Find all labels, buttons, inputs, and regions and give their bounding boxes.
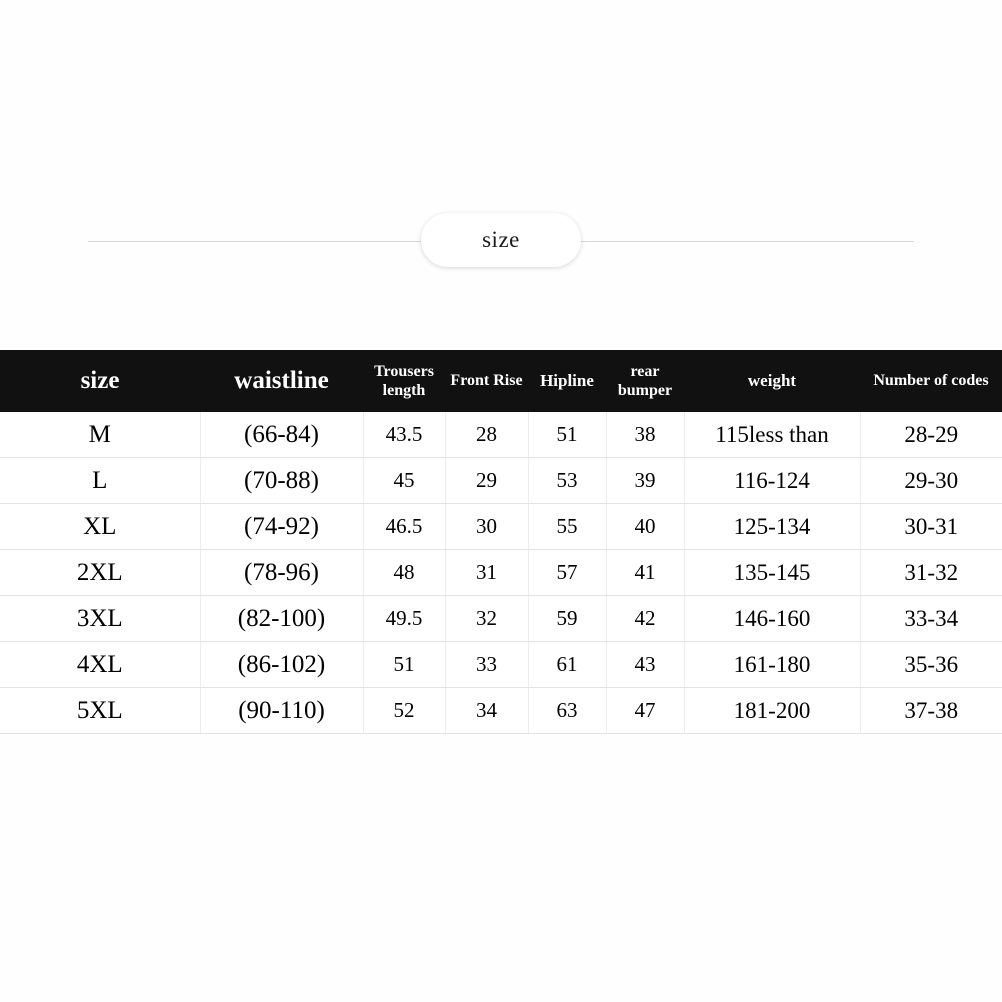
cell-waistline: (66-84) xyxy=(200,412,363,458)
cell-front-rise: 33 xyxy=(445,642,528,688)
cell-rear-bumper: 39 xyxy=(606,458,684,504)
cell-waistline: (74-92) xyxy=(200,504,363,550)
table-row xyxy=(0,458,1002,504)
cell-size: XL xyxy=(0,504,200,550)
banner-divider-left xyxy=(88,241,428,242)
cell-waistline: (70-88) xyxy=(200,458,363,504)
cell-weight: 116-124 xyxy=(684,458,860,504)
cell-size: 5XL xyxy=(0,688,200,734)
cell-front-rise: 32 xyxy=(445,596,528,642)
cell-trousers-length: 43.5 xyxy=(363,412,445,458)
cell-trousers-length: 49.5 xyxy=(363,596,445,642)
column-header-hipline: Hipline xyxy=(528,350,606,412)
cell-hipline: 53 xyxy=(528,458,606,504)
cell-rear-bumper: 42 xyxy=(606,596,684,642)
cell-front-rise: 34 xyxy=(445,688,528,734)
size-table xyxy=(0,350,1002,734)
column-header-size: size xyxy=(0,350,200,412)
table-row xyxy=(0,642,1002,688)
column-header-trousers-length: Trousers length xyxy=(363,350,445,412)
cell-number-of-codes: 35-36 xyxy=(860,642,1002,688)
cell-weight: 115less than xyxy=(684,412,860,458)
cell-size: 2XL xyxy=(0,550,200,596)
cell-waistline: (90-110) xyxy=(200,688,363,734)
cell-hipline: 63 xyxy=(528,688,606,734)
cell-hipline: 59 xyxy=(528,596,606,642)
cell-size: 3XL xyxy=(0,596,200,642)
cell-hipline: 55 xyxy=(528,504,606,550)
cell-rear-bumper: 40 xyxy=(606,504,684,550)
cell-trousers-length: 51 xyxy=(363,642,445,688)
cell-front-rise: 31 xyxy=(445,550,528,596)
cell-hipline: 57 xyxy=(528,550,606,596)
column-header-front-rise: Front Rise xyxy=(445,350,528,412)
table-row xyxy=(0,412,1002,458)
table-row xyxy=(0,596,1002,642)
cell-trousers-length: 45 xyxy=(363,458,445,504)
column-header-waistline: waistline xyxy=(200,350,363,412)
cell-trousers-length: 46.5 xyxy=(363,504,445,550)
cell-weight: 161-180 xyxy=(684,642,860,688)
banner-divider-right xyxy=(574,241,914,242)
cell-number-of-codes: 28-29 xyxy=(860,412,1002,458)
cell-weight: 135-145 xyxy=(684,550,860,596)
table-header-row xyxy=(0,350,1002,412)
cell-trousers-length: 52 xyxy=(363,688,445,734)
column-header-weight: weight xyxy=(684,350,860,412)
cell-waistline: (78-96) xyxy=(200,550,363,596)
cell-rear-bumper: 43 xyxy=(606,642,684,688)
banner-label: size xyxy=(482,227,520,252)
table-header xyxy=(0,350,1002,412)
cell-number-of-codes: 33-34 xyxy=(860,596,1002,642)
table-row xyxy=(0,550,1002,596)
column-header-number-of-codes: Number of codes xyxy=(860,350,1002,412)
cell-hipline: 61 xyxy=(528,642,606,688)
cell-weight: 125-134 xyxy=(684,504,860,550)
cell-number-of-codes: 31-32 xyxy=(860,550,1002,596)
cell-hipline: 51 xyxy=(528,412,606,458)
cell-size: M xyxy=(0,412,200,458)
cell-weight: 146-160 xyxy=(684,596,860,642)
cell-number-of-codes: 37-38 xyxy=(860,688,1002,734)
cell-size: 4XL xyxy=(0,642,200,688)
cell-front-rise: 28 xyxy=(445,412,528,458)
table-row xyxy=(0,504,1002,550)
size-banner xyxy=(0,205,1002,277)
cell-rear-bumper: 47 xyxy=(606,688,684,734)
size-table-container xyxy=(0,350,1002,734)
column-header-rear-bumper: rear bumper xyxy=(606,350,684,412)
cell-rear-bumper: 38 xyxy=(606,412,684,458)
table-body xyxy=(0,412,1002,734)
cell-waistline: (82-100) xyxy=(200,596,363,642)
banner-pill xyxy=(421,213,581,267)
cell-front-rise: 29 xyxy=(445,458,528,504)
cell-number-of-codes: 29-30 xyxy=(860,458,1002,504)
cell-size: L xyxy=(0,458,200,504)
cell-weight: 181-200 xyxy=(684,688,860,734)
cell-trousers-length: 48 xyxy=(363,550,445,596)
table-row xyxy=(0,688,1002,734)
cell-rear-bumper: 41 xyxy=(606,550,684,596)
cell-waistline: (86-102) xyxy=(200,642,363,688)
cell-number-of-codes: 30-31 xyxy=(860,504,1002,550)
cell-front-rise: 30 xyxy=(445,504,528,550)
